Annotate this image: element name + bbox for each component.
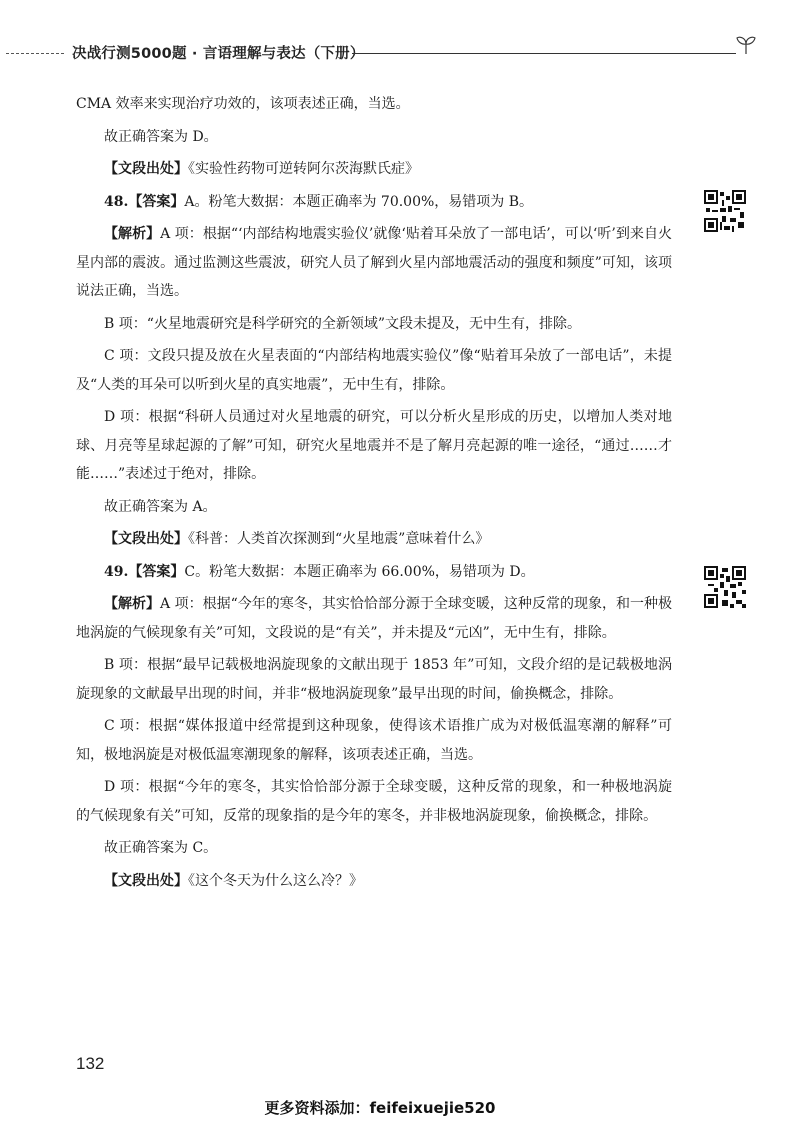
- qr-code-icon: [704, 566, 746, 608]
- sprout-icon: [734, 32, 758, 56]
- paragraph: D 项：根据“科研人员通过对火星地震的研究，可以分析火星形成的历史，以增加人类对地球、月亮等星球起源的了解”可知，研究火星地震并不是了解月亮起源的唯一途径，“通过……才能……”表述过于绝对，排除。: [76, 409, 672, 482]
- paragraph: 故正确答案为 D。: [104, 128, 218, 145]
- page-body: [76, 90, 672, 899]
- header-title: 决战行测5000题 · 言语理解与表达（下册）: [72, 46, 365, 62]
- source-line: 【文段出处】《实验性药物可逆转阿尔茨海默氏症》: [104, 161, 419, 177]
- page-number: 132: [76, 1054, 105, 1073]
- paragraph: 故正确答案为 A。: [104, 498, 217, 515]
- source-line: 【文段出处】《这个冬天为什么这么冷？》: [104, 872, 363, 889]
- paragraph: B 项：根据“最早记载极地涡旋现象的文献出现于 1853 年”可知，文段介绍的是记载极地涡旋现象的文献最早出现的时间，并非“极地涡旋现象”最早出现的时间，偷换概念，排除。: [76, 657, 672, 702]
- answer-line-49: 49.【答案】C。粉笔大数据：本题正确率为 66.00%，易错项为 D。: [104, 563, 535, 580]
- header-rule: [352, 53, 736, 54]
- analysis-paragraph: 【解析】A 项：根据“今年的寒冬，其实恰恰部分源于全球变暖，这种反常的现象，和一种极地涡旋的气候现象有关”可知，文段说的是“有关”，并未提及“元凶”，无中生有，排除。: [76, 596, 673, 641]
- paragraph: D 项：根据“今年的寒冬，其实恰恰部分源于全球变暖，这种反常的现象，和一种极地涡旋的气候现象有关”可知，反常的现象指的是今年的寒冬，并非极地涡旋现象，偷换概念，排除。: [76, 779, 672, 824]
- source-line: 【文段出处】《科普：人类首次探测到“火星地震”意味着什么》: [104, 531, 490, 547]
- paragraph: 故正确答案为 C。: [104, 840, 218, 856]
- paragraph: CMA 效率来实现治疗功效的，该项表述正确，当选。: [76, 96, 410, 112]
- analysis-paragraph: 【解析】A 项：根据“‘内部结构地震实验仪’就像‘贴着耳朵放了一部电话’，可以‘听’到来自火星内部的震波。通过监测这些震波，研究人员了解到火星内部地震活动的强度和频度”可知，该项说法正确，当选。: [76, 226, 673, 299]
- qr-code-icon: [704, 190, 746, 232]
- paragraph: C 项：文段只提及放在火星表面的“内部结构地震实验仪”像“贴着耳朵放了一部电话”，未提及“人类的耳朵可以听到火星的真实地震”，无中生有，排除。: [76, 348, 672, 393]
- paragraph: B 项：“火星地震研究是科学研究的全新领域”文段未提及，无中生有，排除。: [104, 315, 582, 332]
- running-header: [0, 40, 800, 68]
- header-dashed-line: [6, 53, 64, 54]
- footer-note: 更多资料添加：feifeixuejie520: [264, 1099, 496, 1117]
- answer-line-48: 48.【答案】A。粉笔大数据：本题正确率为 70.00%，易错项为 B。: [104, 193, 534, 210]
- paragraph: C 项：根据“媒体报道中经常提到这种现象，使得该术语推广成为对极低温寒潮的解释”可知，极地涡旋是对极低温寒潮现象的解释，该项表述正确，当选。: [76, 718, 672, 763]
